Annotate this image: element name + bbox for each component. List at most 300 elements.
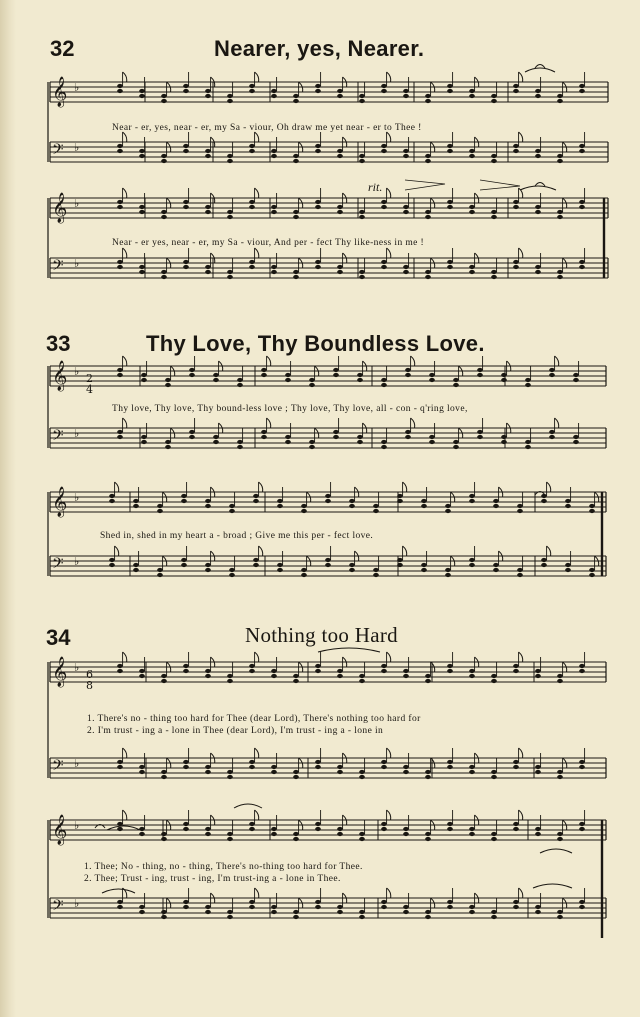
crescendo-hairpin (405, 180, 445, 190)
note-flag (555, 418, 559, 428)
notehead (189, 373, 195, 377)
notehead (157, 504, 163, 508)
notehead (557, 837, 563, 841)
notehead (261, 373, 267, 377)
notehead (447, 205, 453, 209)
notehead (359, 99, 365, 103)
notehead (501, 440, 507, 444)
notehead (513, 144, 519, 148)
slur (102, 889, 135, 893)
notehead (315, 822, 321, 826)
note-flag (123, 418, 127, 428)
notehead (403, 265, 409, 269)
notehead (325, 494, 331, 498)
notehead (513, 827, 519, 831)
notehead (333, 435, 339, 439)
notehead (381, 900, 387, 904)
notehead (447, 905, 453, 909)
note-flag (115, 482, 119, 492)
notehead (469, 558, 475, 562)
notehead (469, 89, 475, 93)
notehead (491, 674, 497, 678)
notehead (229, 509, 235, 513)
notehead (337, 674, 343, 678)
flat-sign-icon: ♭ (74, 555, 80, 568)
hymn-33-lyric-line-1: Thy love, Thy love, Thy bound-less love ; Thy love, Thy love, all - con - q'ring love, (112, 404, 468, 414)
treble-clef-icon: 𝄞 (52, 487, 68, 517)
notehead (579, 260, 585, 264)
notehead (425, 154, 431, 158)
notehead (403, 94, 409, 98)
notehead (513, 900, 519, 904)
note-flag (403, 546, 407, 556)
notehead (181, 499, 187, 503)
notehead (453, 383, 459, 387)
notehead (205, 827, 211, 831)
notehead (403, 765, 409, 769)
notehead (469, 154, 475, 158)
notehead (565, 568, 571, 572)
note-flag (387, 248, 391, 258)
notehead (337, 669, 343, 673)
hymn-33-title: Thy Love, Thy Boundless Love. (146, 331, 485, 356)
notehead (133, 563, 139, 567)
notehead (447, 265, 453, 269)
notehead (403, 210, 409, 214)
notehead (557, 910, 563, 914)
notehead (513, 822, 519, 826)
notehead (359, 94, 365, 98)
notehead (579, 144, 585, 148)
notehead (205, 568, 211, 572)
notehead (227, 910, 233, 914)
notehead (237, 440, 243, 444)
notehead (513, 200, 519, 204)
notehead (189, 368, 195, 372)
notehead (535, 154, 541, 158)
notehead (549, 368, 555, 372)
notehead (403, 910, 409, 914)
notehead (349, 499, 355, 503)
notehead (309, 440, 315, 444)
notehead (381, 89, 387, 93)
notehead (133, 568, 139, 572)
notehead (349, 563, 355, 567)
notehead (397, 563, 403, 567)
bass-clef-icon: 𝄢 (52, 757, 64, 778)
note-flag (387, 188, 391, 198)
notehead (337, 149, 343, 153)
notehead (373, 509, 379, 513)
notehead (293, 154, 299, 158)
notehead (549, 435, 555, 439)
notehead (227, 674, 233, 678)
notehead (293, 674, 299, 678)
notehead (315, 900, 321, 904)
decrescendo-hairpin (480, 180, 520, 190)
notehead (315, 149, 321, 153)
notehead (315, 905, 321, 909)
notehead (249, 84, 255, 88)
note-flag (387, 652, 391, 662)
notehead (381, 378, 387, 382)
notehead (477, 368, 483, 372)
notehead (579, 84, 585, 88)
notehead (493, 499, 499, 503)
notehead (491, 910, 497, 914)
notehead (447, 827, 453, 831)
notehead (557, 154, 563, 158)
notehead (301, 573, 307, 577)
notehead (271, 270, 277, 274)
notehead (469, 669, 475, 673)
bass-clef-icon: 𝄢 (52, 897, 64, 918)
notehead (405, 368, 411, 372)
note-flag (255, 132, 259, 142)
notehead (573, 373, 579, 377)
notehead (491, 915, 497, 919)
notehead (469, 270, 475, 274)
notehead (535, 265, 541, 269)
notehead (139, 910, 145, 914)
notehead (453, 445, 459, 449)
notehead (213, 378, 219, 382)
flat-sign-icon: ♭ (74, 257, 80, 270)
notehead (579, 664, 585, 668)
bass-clef-icon: 𝄢 (52, 555, 64, 576)
notehead (425, 679, 431, 683)
note-flag (387, 748, 391, 758)
notehead (579, 760, 585, 764)
notehead (271, 89, 277, 93)
treble-clef-icon: 𝄞 (52, 815, 68, 845)
notehead (249, 669, 255, 673)
notehead (315, 89, 321, 93)
notehead (261, 435, 267, 439)
notehead (271, 210, 277, 214)
notehead (573, 440, 579, 444)
notehead (469, 770, 475, 774)
hymn-34-title: Nothing too Hard (245, 623, 398, 647)
notehead (271, 149, 277, 153)
note-flag (387, 72, 391, 82)
notehead (141, 378, 147, 382)
notehead (205, 154, 211, 158)
treble-clef-icon: 𝄞 (52, 77, 68, 107)
notehead (325, 558, 331, 562)
notehead (109, 563, 115, 567)
notehead (557, 159, 563, 163)
bass-clef-icon: 𝄢 (52, 427, 64, 448)
notehead (205, 905, 211, 909)
flat-sign-icon: ♭ (74, 819, 80, 832)
notehead (141, 373, 147, 377)
notehead (253, 563, 259, 567)
notehead (429, 378, 435, 382)
notehead (227, 775, 233, 779)
slur (520, 186, 556, 190)
notehead (337, 770, 343, 774)
note-flag (123, 652, 127, 662)
notehead (491, 99, 497, 103)
notehead (141, 435, 147, 439)
notehead (157, 573, 163, 577)
note-flag (259, 546, 263, 556)
notehead (261, 430, 267, 434)
notehead (513, 149, 519, 153)
notehead (337, 154, 343, 158)
notehead (381, 383, 387, 387)
note-flag (123, 132, 127, 142)
notehead (205, 265, 211, 269)
notehead (109, 499, 115, 503)
notehead (277, 499, 283, 503)
notehead (425, 770, 431, 774)
notehead (517, 573, 523, 577)
notehead (117, 84, 123, 88)
note-flag (519, 72, 523, 82)
notehead (253, 499, 259, 503)
notehead (445, 509, 451, 513)
note-flag (411, 418, 415, 428)
notehead (517, 568, 523, 572)
notehead (381, 445, 387, 449)
notehead (161, 674, 167, 678)
notehead (425, 910, 431, 914)
flat-sign-icon: ♭ (74, 427, 80, 440)
notehead (469, 94, 475, 98)
notehead (117, 822, 123, 826)
notehead (447, 89, 453, 93)
notehead (181, 563, 187, 567)
notehead (477, 435, 483, 439)
notehead (469, 149, 475, 153)
notehead (589, 573, 595, 577)
notehead (227, 275, 233, 279)
notehead (183, 900, 189, 904)
notehead (117, 149, 123, 153)
notehead (249, 760, 255, 764)
notehead (141, 440, 147, 444)
notehead (139, 89, 145, 93)
notehead (357, 373, 363, 377)
notehead (535, 765, 541, 769)
flat-sign-icon: ♭ (74, 897, 80, 910)
notehead (579, 905, 585, 909)
notehead (579, 265, 585, 269)
notehead (565, 504, 571, 508)
notehead (573, 378, 579, 382)
notehead (205, 499, 211, 503)
notehead (359, 674, 365, 678)
hymn-34-verse-1-line-2: 1. Thee; No - thing, no - thing, There's no-thing too hard for Thee. (84, 862, 363, 872)
notehead (183, 760, 189, 764)
notehead (271, 674, 277, 678)
notehead (491, 837, 497, 841)
notehead (491, 275, 497, 279)
notehead (315, 260, 321, 264)
notehead (403, 270, 409, 274)
hymn-32-title: Nearer, yes, Nearer. (214, 36, 425, 61)
notehead (249, 265, 255, 269)
notehead (161, 210, 167, 214)
notehead (271, 154, 277, 158)
notehead (293, 270, 299, 274)
notehead (359, 159, 365, 163)
notehead (381, 669, 387, 673)
notehead (501, 373, 507, 377)
hymn-33-number: 33 (46, 331, 71, 356)
notehead (333, 430, 339, 434)
notehead (359, 832, 365, 836)
notehead (453, 440, 459, 444)
notehead (249, 827, 255, 831)
notehead (525, 383, 531, 387)
note-flag (555, 356, 559, 366)
notehead (227, 99, 233, 103)
notehead (535, 149, 541, 153)
notehead (117, 205, 123, 209)
time-signature-top: 6 (86, 668, 93, 681)
notehead (139, 154, 145, 158)
notehead (117, 430, 123, 434)
notehead (469, 827, 475, 831)
notehead (301, 568, 307, 572)
notehead (337, 265, 343, 269)
notehead (557, 215, 563, 219)
notehead (205, 765, 211, 769)
notehead (469, 205, 475, 209)
notehead (271, 770, 277, 774)
notehead (337, 94, 343, 98)
notehead (139, 205, 145, 209)
notehead (277, 568, 283, 572)
notehead (565, 563, 571, 567)
notehead (429, 373, 435, 377)
notehead (117, 900, 123, 904)
notehead (139, 832, 145, 836)
notehead (397, 558, 403, 562)
notehead (359, 215, 365, 219)
notehead (477, 373, 483, 377)
note-flag (123, 188, 127, 198)
notehead (293, 275, 299, 279)
notehead (161, 910, 167, 914)
notehead (373, 568, 379, 572)
notehead (445, 573, 451, 577)
notehead (117, 827, 123, 831)
notehead (293, 770, 299, 774)
notehead (285, 435, 291, 439)
notehead (309, 445, 315, 449)
notehead (315, 765, 321, 769)
notehead (513, 664, 519, 668)
notehead (161, 837, 167, 841)
notehead (237, 383, 243, 387)
hymn-32-lyric-line-1: Near - er, yes, near - er, my Sa - viour, Oh draw me yet near - er to Thee ! (112, 123, 422, 133)
notehead (557, 832, 563, 836)
notehead (425, 915, 431, 919)
notehead (277, 563, 283, 567)
hymn-34-verse-1-line-1: 1. There's no - thing too hard for Thee (dear Lord), There's nothing too hard for (87, 714, 421, 724)
note-flag (123, 72, 127, 82)
note-flag (519, 132, 523, 142)
hymn-34-number: 34 (46, 625, 71, 650)
notehead (557, 94, 563, 98)
notehead (293, 159, 299, 163)
notehead (501, 435, 507, 439)
notehead (535, 89, 541, 93)
notehead (271, 205, 277, 209)
notehead (477, 430, 483, 434)
notehead (491, 832, 497, 836)
notehead (425, 674, 431, 678)
notehead (493, 563, 499, 567)
notehead (359, 275, 365, 279)
notehead (337, 905, 343, 909)
notehead (425, 215, 431, 219)
notehead (429, 435, 435, 439)
notehead (205, 94, 211, 98)
notehead (447, 84, 453, 88)
notehead (425, 94, 431, 98)
notehead (513, 765, 519, 769)
notehead (117, 260, 123, 264)
notehead (425, 837, 431, 841)
notehead (271, 94, 277, 98)
notehead (491, 94, 497, 98)
notehead (541, 494, 547, 498)
notehead (333, 368, 339, 372)
note-flag (255, 188, 259, 198)
notehead (373, 573, 379, 577)
notehead (205, 770, 211, 774)
notehead (205, 205, 211, 209)
notehead (579, 669, 585, 673)
notehead (445, 568, 451, 572)
notehead (227, 915, 233, 919)
notehead (397, 499, 403, 503)
notehead (491, 154, 497, 158)
notehead (117, 144, 123, 148)
notehead (357, 440, 363, 444)
notehead (469, 210, 475, 214)
notehead (271, 832, 277, 836)
notehead (139, 765, 145, 769)
notehead (491, 159, 497, 163)
notehead (117, 765, 123, 769)
note-flag (255, 652, 259, 662)
notehead (315, 664, 321, 668)
notehead (557, 770, 563, 774)
bass-clef-icon: 𝄢 (52, 257, 64, 278)
notehead (579, 822, 585, 826)
notehead (557, 679, 563, 683)
notehead (315, 84, 321, 88)
notehead (227, 94, 233, 98)
notehead (139, 265, 145, 269)
notehead (205, 674, 211, 678)
notehead (491, 775, 497, 779)
flat-sign-icon: ♭ (74, 141, 80, 154)
notehead (535, 832, 541, 836)
notehead (359, 775, 365, 779)
notehead (421, 568, 427, 572)
notehead (557, 674, 563, 678)
notehead (557, 275, 563, 279)
notehead (517, 509, 523, 513)
notehead (315, 144, 321, 148)
